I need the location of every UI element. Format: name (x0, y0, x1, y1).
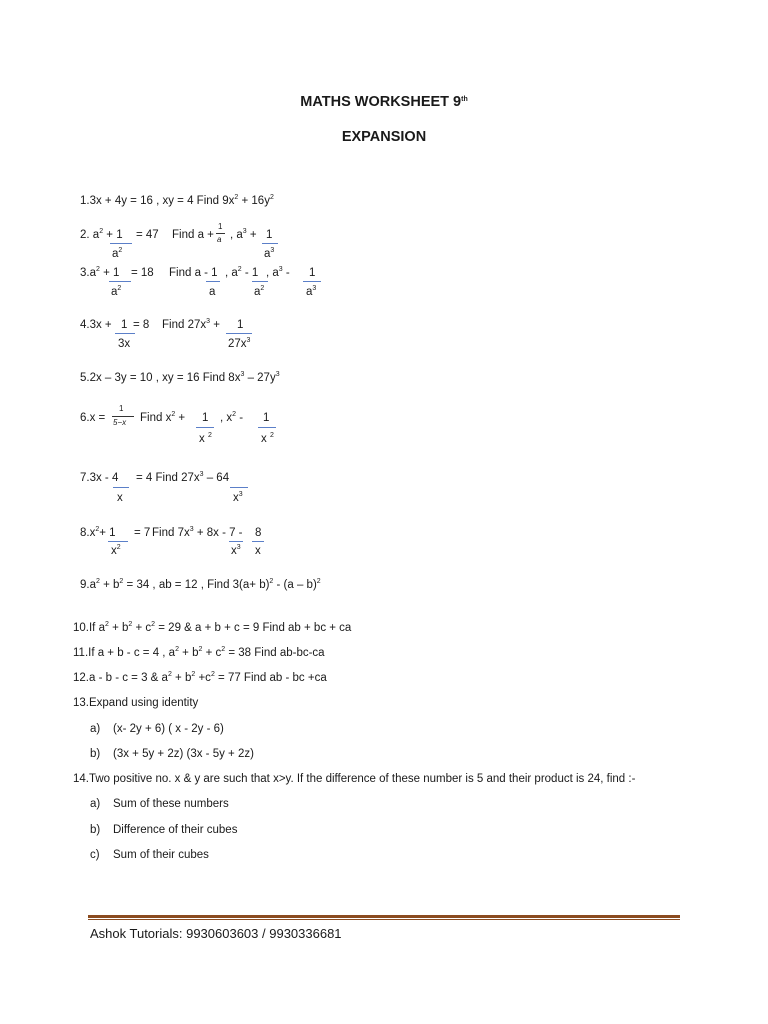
question-8-denominator: $x^3$ (231, 544, 241, 557)
list-item-label: a) (90, 723, 101, 735)
list-item: Sum of these numbers (113, 798, 229, 810)
list-item-label: b) (90, 824, 101, 836)
question-6-find: Find $x^2$ + (140, 411, 186, 424)
question-3-numerator: 1 (309, 267, 316, 279)
question-3-find: Find a - 1 (169, 267, 218, 279)
question-6-part: , $x^2$ - (220, 411, 244, 424)
inline-fraction-numerator: 1 (119, 404, 124, 413)
question-8-find: Find $7x^3 + 8x - 7$ - (152, 526, 243, 539)
fraction-bar (113, 487, 129, 488)
inline-fraction-denominator: 5−x (113, 418, 127, 427)
inline-fraction-denominator: a (217, 235, 222, 244)
question-10: 10.If $a^2 + b^2 + c^2 = 29$ & a + b + c = 9 Find ab + bc + ca (73, 621, 352, 634)
fraction-bar (109, 281, 131, 282)
question-6-numerator: 1 (202, 412, 209, 424)
question-6-denominator: x $^2$ (261, 432, 274, 445)
list-item: (3x + 5y + 2z) (3x - 5y + 2z) (113, 748, 254, 760)
question-2-value: = 47 (136, 229, 159, 241)
question-8-denominator: x (255, 545, 261, 557)
list-item: (x- 2y + 6) ( x - 2y - 6) (113, 723, 224, 735)
question-2: 2. $a^2 + 1$ (80, 228, 123, 241)
question-7-denominator: x (117, 492, 123, 504)
question-3-part: , $a^3$ - (266, 266, 290, 279)
fraction-bar (229, 541, 243, 542)
question-1: 1.3x + 4y = 16 , xy = 4 Find $9x^2 + 16y^2$ (80, 194, 274, 207)
question-12: 12.a - b - c = 3 & $a^2 + b^2 +c^2 = 77$ Find ab - bc +ca (73, 671, 327, 684)
question-2-denominator: $a^3$ (264, 247, 275, 260)
fraction-bar (108, 541, 128, 542)
question-2-part: , $a^3$ + (230, 228, 257, 241)
fraction-bar (258, 427, 276, 428)
question-7-denominator: $x^3$ (233, 491, 243, 504)
question-3-denominator: $a^3$ (306, 285, 317, 298)
question-4-numerator: 1 (237, 319, 244, 331)
question-4-denominator: 3x (118, 338, 131, 350)
fraction-bar (206, 281, 220, 282)
question-4-denominator: $27x^3$ (228, 337, 251, 350)
fraction-bar (262, 243, 278, 244)
question-3: $3.a^2 + 1$ (80, 266, 120, 279)
question-4-find: Find $27x^3$ + (162, 318, 220, 331)
question-5: 5.2x – 3y = 10 , xy = 16 Find $8x^3 - 27y^3$ (80, 371, 280, 384)
question-13: 13.Expand using identity (73, 697, 199, 709)
list-item-label: b) (90, 748, 101, 760)
question-4-value: = 8 (133, 319, 150, 331)
question-2-find: Find a + (172, 229, 214, 241)
question-2-denominator: $a^2$ (112, 247, 123, 260)
fraction-bar (303, 281, 321, 282)
footer-divider (88, 915, 680, 918)
question-14: 14.Two positive no. x & y are such that x>y. If the difference of these number is 5 and their product is 24, find :- (73, 773, 636, 785)
question-6-denominator: x $^2$ (199, 432, 212, 445)
question-11: 11.If a + b - c = 4 , $a^2 + b^2 + c^2 = 38$ Find ab-bc-ca (73, 646, 325, 659)
question-8-numerator: 8 (255, 527, 262, 539)
question-3-value: = 18 (131, 267, 154, 279)
question-6: 6.x = (80, 412, 106, 424)
question-3-denominator: a (209, 286, 216, 298)
question-9: $9.a^2 + b^2 = 34$ , ab = 12 , Find $3(a+ b)^2 - (a - b)^2$ (80, 578, 321, 591)
question-4-numerator: 1 (121, 319, 128, 331)
question-8: $8.x^2+ 1$ (80, 526, 116, 539)
question-3-denominator: $a^2$ (111, 285, 122, 298)
fraction-bar (196, 427, 214, 428)
fraction-bar (110, 243, 132, 244)
worksheet-title: MATHS WORKSHEET 9th (300, 94, 468, 110)
question-8-value: = 7 (134, 527, 151, 539)
question-2-numerator: 1 (266, 229, 273, 241)
question-6-numerator: 1 (263, 412, 270, 424)
worksheet-subtitle: EXPANSION (341, 129, 427, 145)
fraction-bar (226, 333, 252, 334)
list-item: Difference of their cubes (113, 824, 238, 836)
list-item: Sum of their cubes (113, 849, 209, 861)
question-7: 7.3x - 4 (80, 472, 119, 484)
fraction-bar (115, 333, 135, 334)
list-item-label: a) (90, 798, 101, 810)
footer-contact: Ashok Tutorials: 9930603603 / 9930336681 (90, 926, 342, 941)
inline-fraction-bar (216, 233, 225, 234)
list-item-label: c) (90, 849, 100, 861)
fraction-bar (252, 281, 268, 282)
question-3-part: , $a^2 - 1$ (225, 266, 259, 279)
question-4: 4.3x + (80, 319, 112, 331)
inline-fraction-bar (112, 416, 134, 417)
fraction-bar (252, 541, 264, 542)
question-3-denominator: $a^2$ (254, 285, 265, 298)
fraction-bar (230, 487, 248, 488)
question-7-find: = 4 Find $27x^3 - 64$ (136, 471, 230, 484)
inline-fraction-numerator: 1 (218, 222, 223, 231)
question-8-denominator: $x^2$ (111, 544, 121, 557)
footer-divider-thin (88, 919, 680, 920)
